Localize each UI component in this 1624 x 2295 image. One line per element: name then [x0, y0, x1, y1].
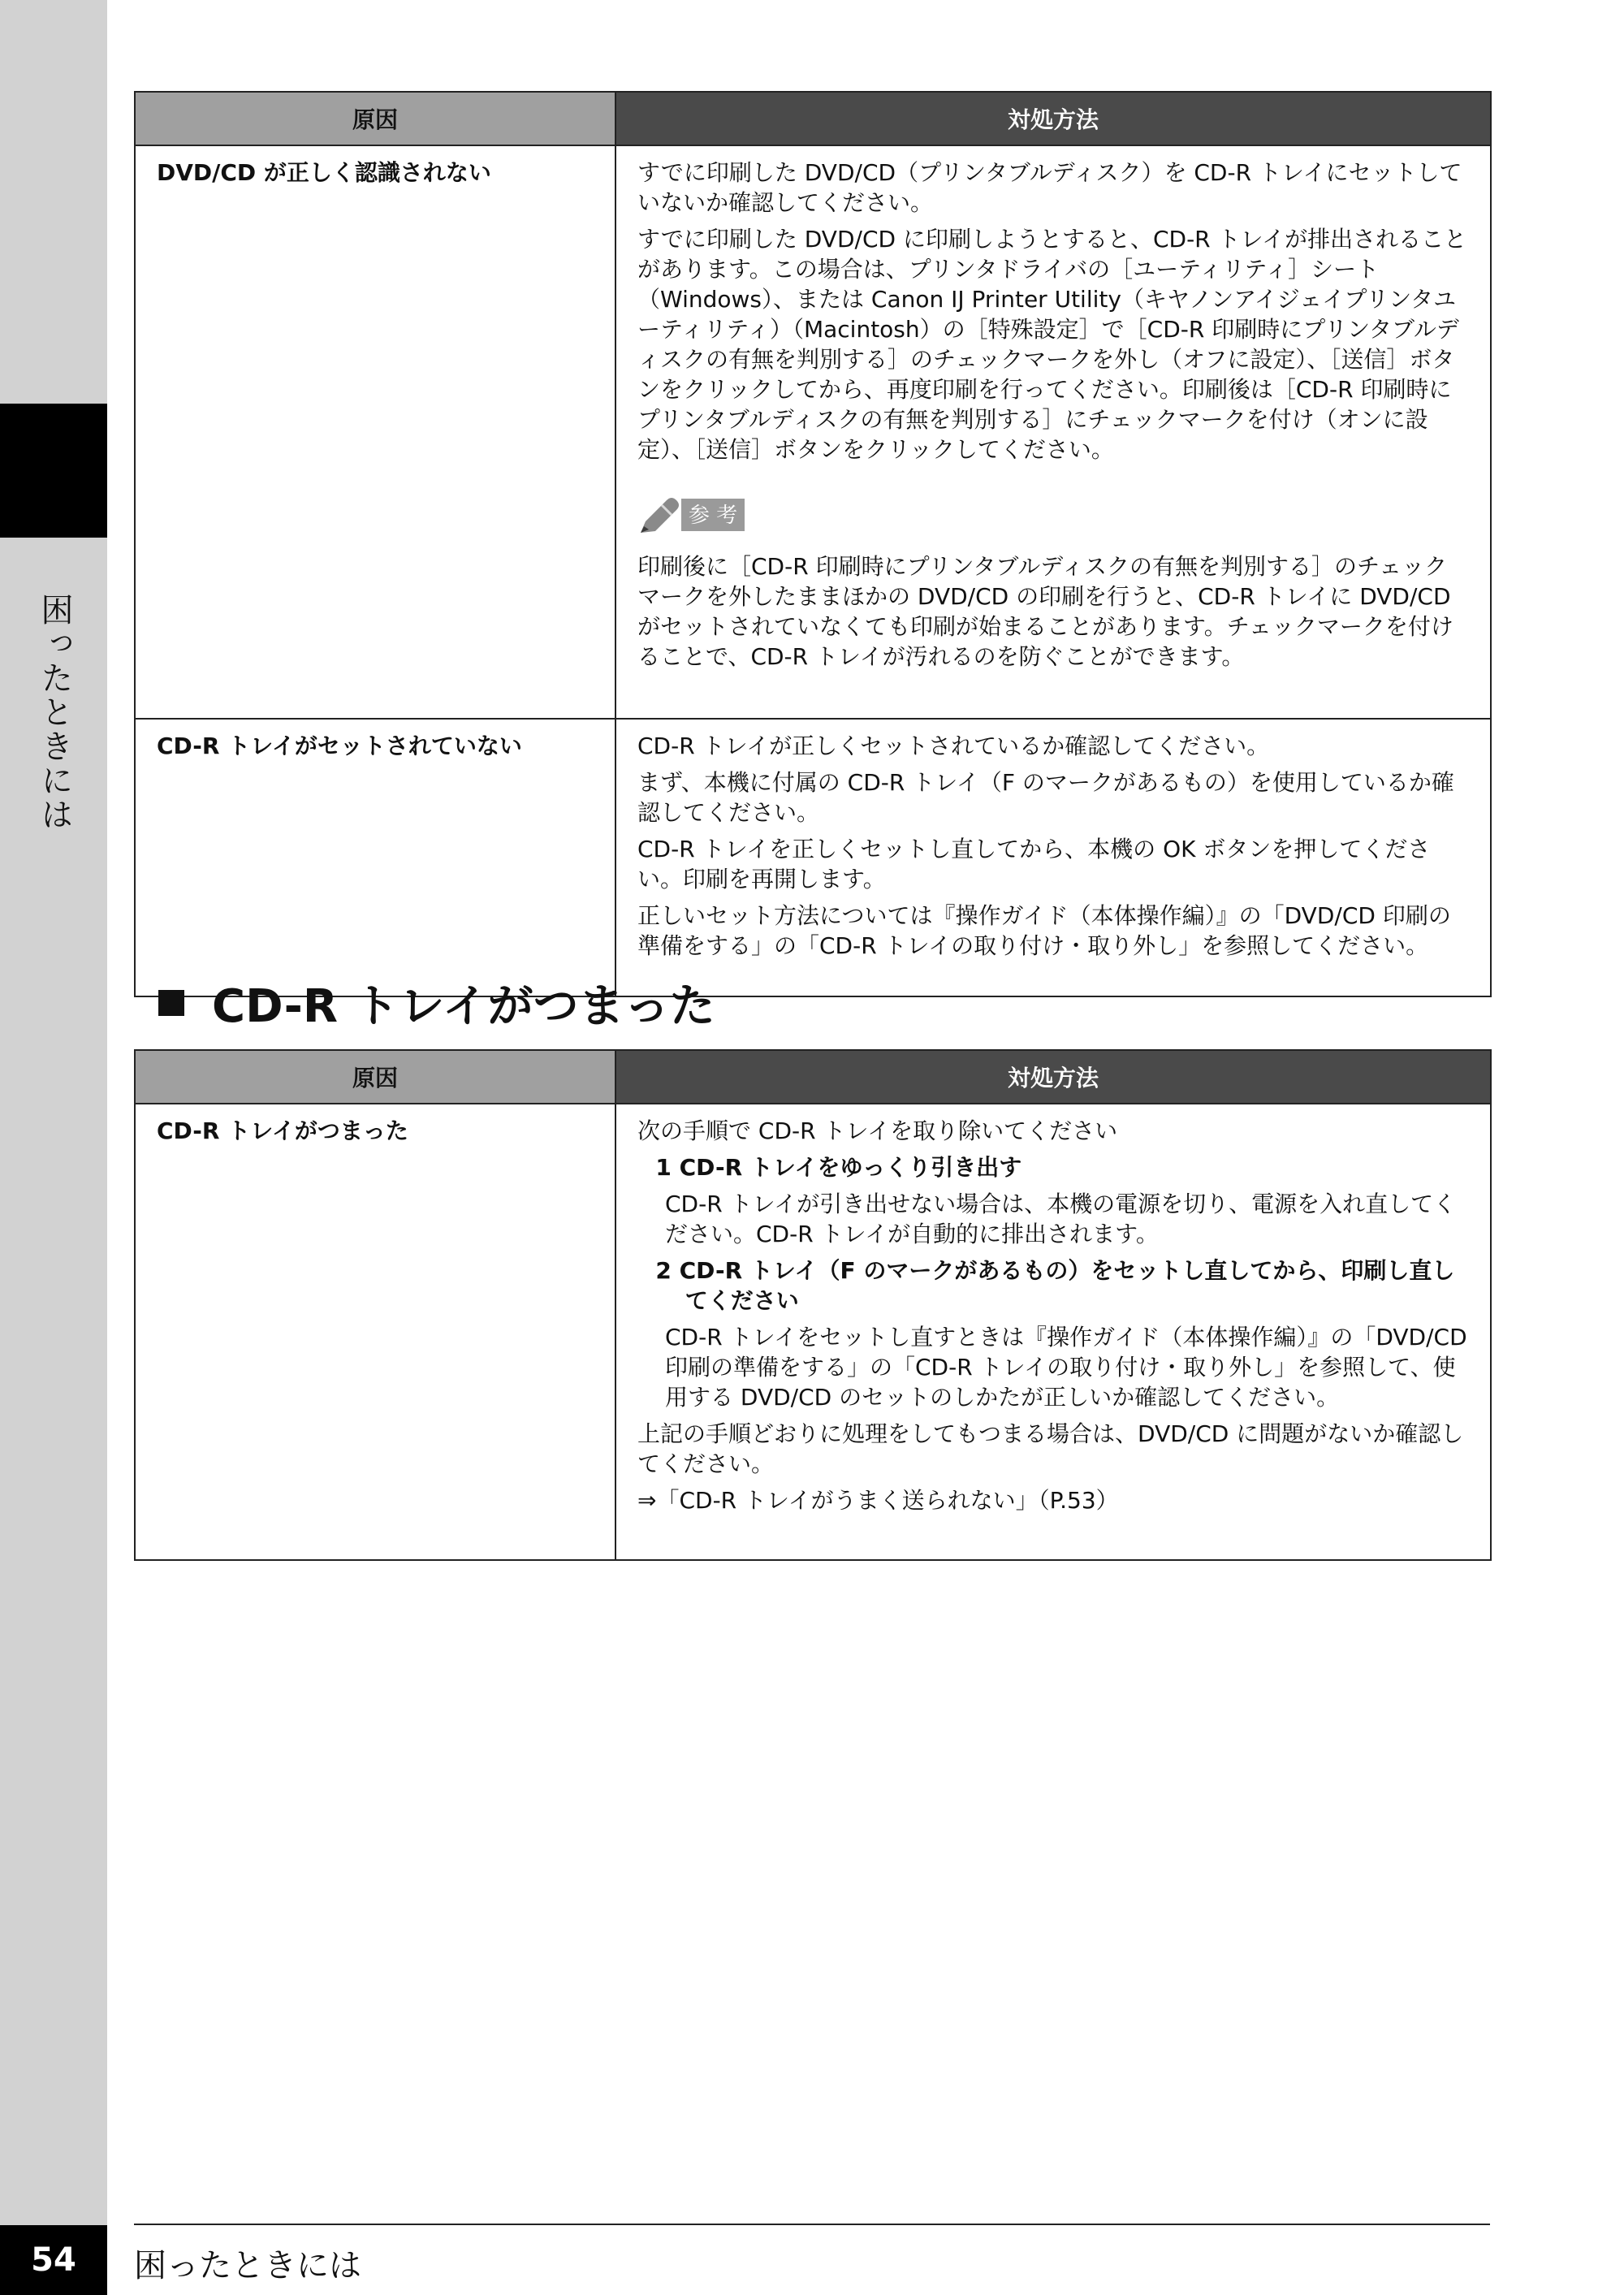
remedy-intro: 次の手順で CD-R トレイを取り除いてください — [637, 1117, 1118, 1144]
table-header-row — [135, 1050, 1491, 1104]
remedy-cell — [615, 1104, 1491, 1560]
chapter-tab-marker — [0, 404, 107, 538]
cross-reference: ⇒「CD-R トレイがうまく送られない」（P.53） — [637, 1487, 1119, 1514]
note-pencil-icon — [637, 494, 746, 534]
note-label: 参 考 — [688, 504, 738, 528]
cause-cell: CD-R トレイがつまった — [135, 1104, 615, 1560]
remedy-paragraph: 正しいセット方法については『操作ガイド（本体操作編）』の「DVD/CD 印刷の準備をする」の「CD-R トレイの取り付け・取り外し」を参照してください。 — [637, 902, 1451, 959]
remedy-paragraph: すでに印刷した DVD/CD（プリンタブルディスク）を CD-R トレイにセットしていないか確認してください。 — [637, 159, 1462, 216]
section-heading — [158, 970, 715, 1035]
cause-cell: CD-R トレイがセットされていない — [135, 719, 615, 996]
side-strip — [0, 0, 107, 2295]
table-header-row — [135, 92, 1491, 145]
remedy-after: 上記の手順どおりに処理をしてもつまる場合は、DVD/CD に問題がないか確認してください。 — [637, 1420, 1464, 1477]
note-icon — [637, 494, 746, 542]
header-cause: 原因 — [135, 92, 615, 145]
section-title: CD-R トレイがつまった — [212, 980, 715, 1033]
step-2-body: CD-R トレイをセットし直すときは『操作ガイド（本体操作編）』の「DVD/CD 印刷の準備をする」の「CD-R トレイの取り付け・取り外し」を参照して、使用する DVD/CD のセットのしかたが正しいか確認してください。 — [665, 1324, 1467, 1411]
footer-title: 困ったときには — [134, 2247, 361, 2284]
step-2-title: 2 CD-R トレイ（F のマークがあるもの）をセットし直してから、印刷し直してください — [655, 1257, 1455, 1314]
cause-cell: DVD/CD が正しく認識されない — [135, 145, 615, 719]
side-chapter-label: 困ったときには — [36, 593, 73, 832]
remedy-cell — [615, 145, 1491, 719]
page-number: 54 — [0, 2225, 107, 2295]
remedy-cell — [615, 719, 1491, 996]
remedy-paragraph: CD-R トレイが正しくセットされているか確認してください。 — [637, 733, 1270, 759]
troubleshooting-table-2 — [134, 1049, 1492, 1561]
remedy-paragraph: すでに印刷した DVD/CD に印刷しようとすると、CD-R トレイが排出されることがあります。この場合は、プリンタドライバの［ユーティリティ］シート（Windows）、または Canon IJ Printer Utility（キヤノンアイジェイプリンタユーティリティ）（Macintosh）の［特殊設定］で［CD-R 印刷時にプリンタブルディスクの有無を判別する］のチェックマークを外し（オフに設定）、［送信］ボタンをクリックしてから、再度印刷を行ってください。印刷後は［CD-R 印刷時にプリンタブルディスクの有無を判別する］にチェックマークを付け（オンに設定）、［送信］ボタンをクリックしてください。 — [637, 226, 1467, 463]
troubleshooting-table-1 — [134, 91, 1492, 997]
table-row — [135, 719, 1491, 996]
table-row — [135, 1104, 1491, 1560]
square-bullet-icon — [158, 990, 184, 1016]
step-1-body: CD-R トレイが引き出せない場合は、本機の電源を切り、電源を入れ直してください。CD-R トレイが自動的に排出されます。 — [665, 1191, 1457, 1247]
step-1-title: 1 CD-R トレイをゆっくり引き出す — [655, 1154, 1022, 1181]
header-remedy: 対処方法 — [615, 1050, 1491, 1104]
note-text: 印刷後に［CD-R 印刷時にプリンタブルディスクの有無を判別する］のチェックマークを外したままほかの DVD/CD の印刷を行うと、CD-R トレイに DVD/CD がセットされていなくても印刷が始まることがあります。チェックマークを付けることで、CD-R トレイが汚れるのを防ぐことができます。 — [637, 553, 1453, 670]
footer-rule — [134, 2224, 1490, 2225]
header-cause: 原因 — [135, 1050, 615, 1104]
header-remedy: 対処方法 — [615, 92, 1491, 145]
remedy-paragraph: まず、本機に付属の CD-R トレイ（F のマークがあるもの）を使用しているか確認してください。 — [637, 769, 1454, 826]
table-row — [135, 145, 1491, 719]
remedy-paragraph: CD-R トレイを正しくセットし直してから、本機の OK ボタンを押してください。印刷を再開します。 — [637, 836, 1431, 892]
